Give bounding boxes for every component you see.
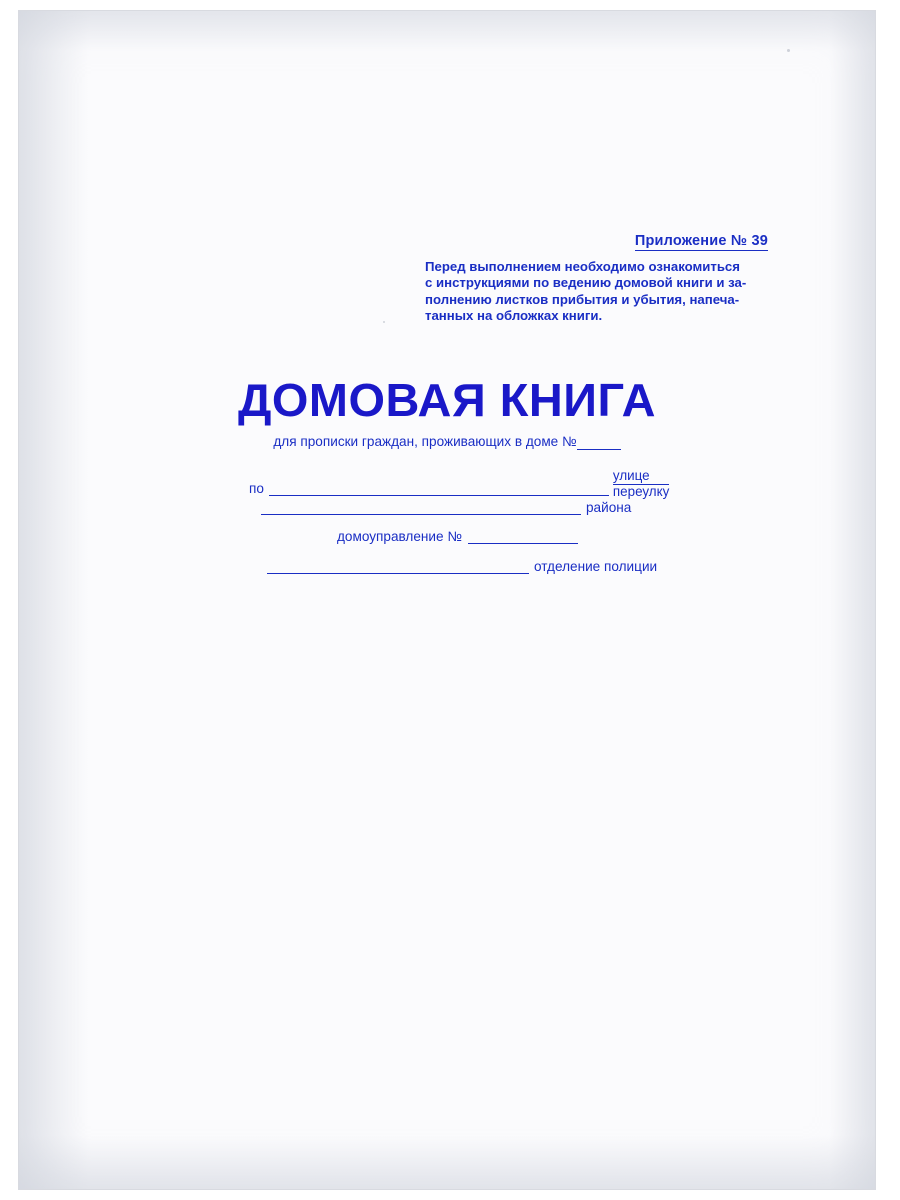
police-label: отделение полиции bbox=[534, 559, 658, 574]
street-type-options bbox=[613, 469, 669, 499]
book-cover-sheet bbox=[18, 10, 876, 1190]
cover-content bbox=[19, 11, 875, 1189]
district-name-blank[interactable] bbox=[261, 501, 581, 515]
street-option-ulitse: улице bbox=[613, 469, 669, 485]
police-department-blank[interactable] bbox=[267, 560, 529, 574]
notice-line-4: танных на обложках книги. bbox=[425, 308, 603, 324]
subtitle-line bbox=[19, 434, 875, 450]
house-number-blank[interactable] bbox=[577, 434, 621, 450]
notice-line-3: полнению листков прибытия и убытия, напеча- bbox=[425, 291, 740, 307]
street-option-pereulku: переулку bbox=[612, 484, 670, 499]
appendix-number: Приложение № 39 bbox=[634, 233, 768, 249]
management-field-row bbox=[337, 529, 578, 544]
management-number-blank[interactable] bbox=[468, 530, 578, 544]
notice-line-2: с инструкциями по ведению домовой книги и за- bbox=[425, 275, 747, 291]
page-title: ДОМОВАЯ КНИГА bbox=[237, 374, 657, 426]
subtitle-text: для прописки граждан, проживающих в доме № bbox=[273, 434, 577, 449]
street-name-blank[interactable] bbox=[269, 482, 609, 496]
police-field-row bbox=[267, 559, 657, 574]
street-field-row bbox=[249, 466, 670, 499]
management-label: домоуправление № bbox=[337, 529, 462, 544]
notice-line-1: Перед выполнением необходимо ознакомиться bbox=[425, 259, 740, 274]
street-prefix-label: по bbox=[249, 481, 264, 496]
instruction-notice bbox=[425, 259, 777, 325]
district-label: района bbox=[586, 500, 632, 515]
district-field-row bbox=[261, 500, 631, 515]
